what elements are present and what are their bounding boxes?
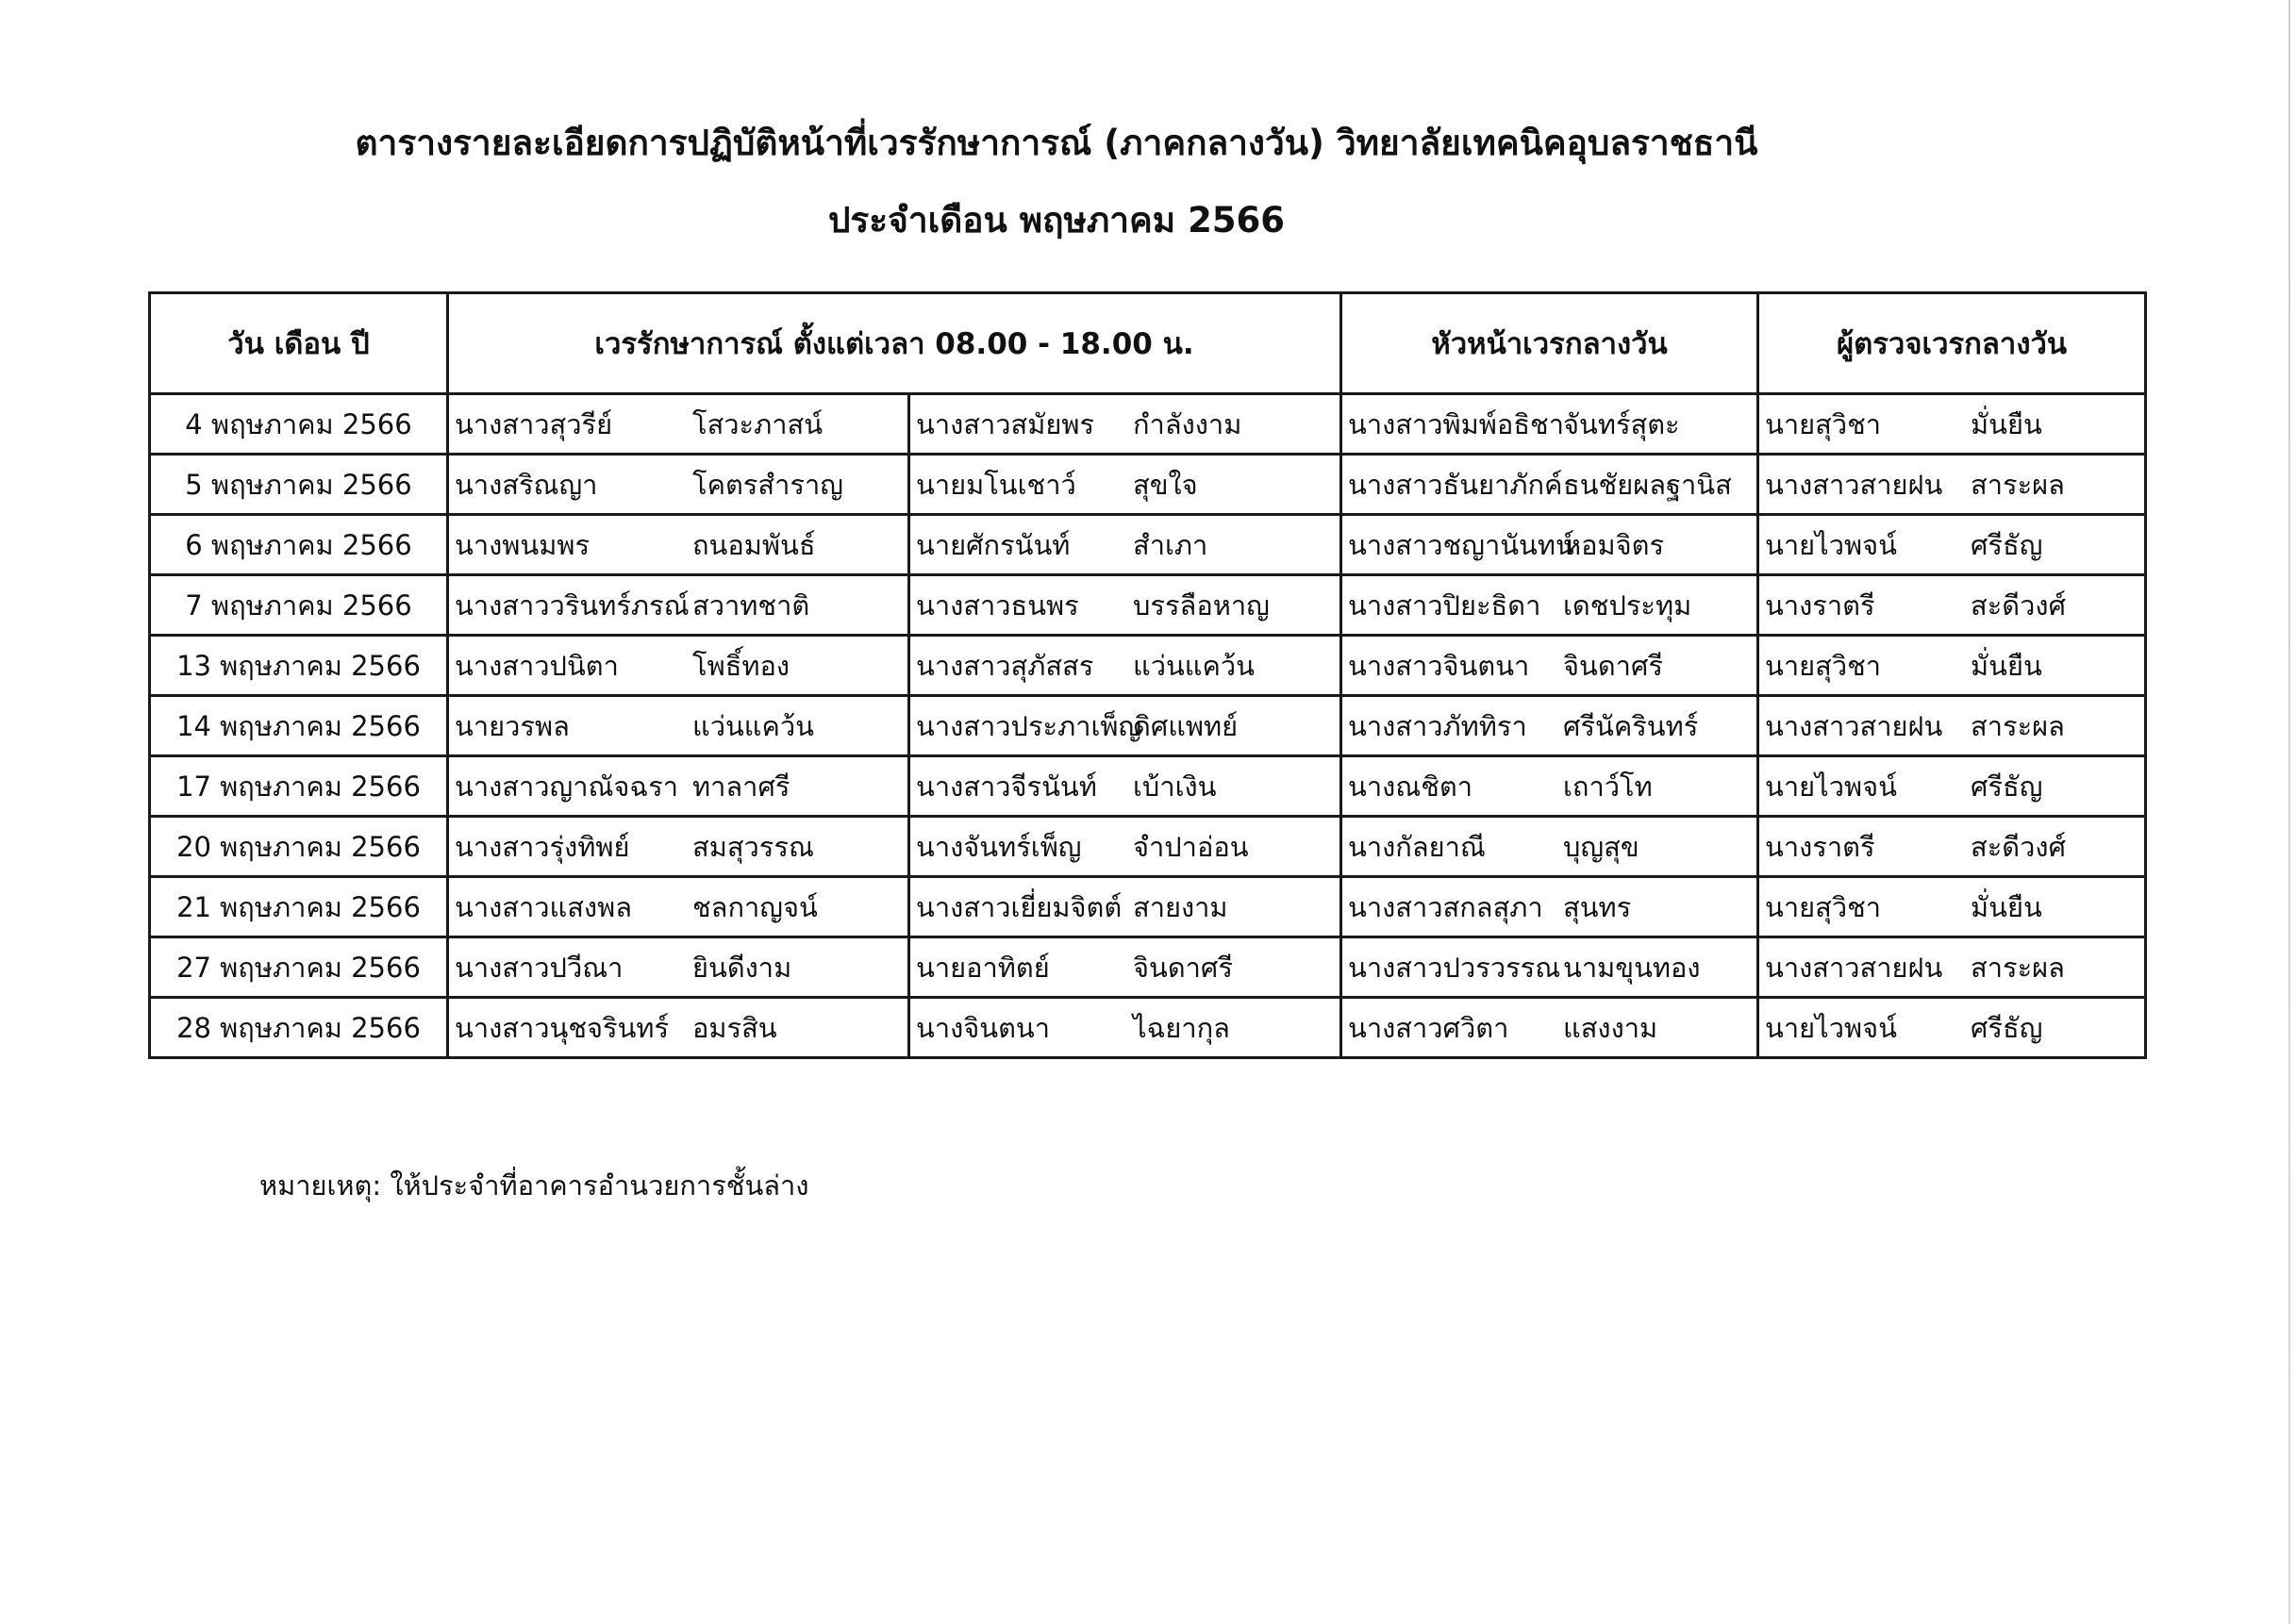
date-cell <box>150 877 448 937</box>
shift-head-cell <box>1341 817 1758 877</box>
person-last-name: ดิศแพทย์ <box>1133 709 1239 742</box>
person-first-name: นายไวพจน์ <box>1765 1011 1897 1044</box>
table-row <box>150 937 2146 998</box>
inspector-cell <box>1758 455 2146 515</box>
guard-2-cell <box>909 998 1341 1058</box>
inspector-cell <box>1758 998 2146 1058</box>
table-row <box>150 998 2146 1058</box>
person-first-name: นางสาวพิมพ์อธิชา <box>1348 407 1564 440</box>
person-first-name: นางสาวสุภัสสร <box>916 649 1094 682</box>
person-last-name: โสวะภาสน์ <box>692 407 824 440</box>
person-last-name: สำเภา <box>1133 528 1208 561</box>
guard-1-cell <box>448 696 909 756</box>
guard-2-cell <box>909 696 1341 756</box>
shift-head-cell <box>1341 756 1758 817</box>
inspector-cell <box>1758 877 2146 937</box>
person-first-name: นายวรพล <box>455 709 570 742</box>
person-first-name: นายศักรนันท์ <box>916 528 1071 561</box>
shift-head-cell <box>1341 455 1758 515</box>
guard-2-cell <box>909 394 1341 455</box>
date-cell <box>150 394 448 455</box>
duty-date: 21 พฤษภาคม 2566 <box>176 890 421 923</box>
person-last-name: สะดีวงศ์ <box>1971 588 2066 621</box>
person-first-name: นางพนมพร <box>455 528 591 561</box>
shift-head-cell <box>1341 636 1758 696</box>
person-first-name: นางสาวญาณัจฉรา <box>455 770 679 803</box>
person-last-name: บุญสุข <box>1563 830 1639 863</box>
inspector-cell <box>1758 937 2146 998</box>
inspector-cell <box>1758 817 2146 877</box>
table-row <box>150 455 2146 515</box>
duty-date: 5 พฤษภาคม 2566 <box>185 468 412 501</box>
person-first-name: นางสาวสายฝน <box>1765 468 1943 501</box>
person-last-name: สะดีวงศ์ <box>1971 830 2066 863</box>
person-first-name: นางสาวสายฝน <box>1765 709 1943 742</box>
shift-head-cell <box>1341 937 1758 998</box>
person-last-name: มั่นยืน <box>1971 407 2042 440</box>
duty-date: 6 พฤษภาคม 2566 <box>185 528 412 561</box>
guard-2-cell <box>909 515 1341 575</box>
shift-head-cell <box>1341 575 1758 636</box>
guard-2-cell <box>909 817 1341 877</box>
person-last-name: สาระผล <box>1971 468 2065 501</box>
person-last-name: เถาว์โท <box>1563 770 1653 803</box>
person-first-name: นางสาววรินทร์ภรณ์ <box>455 588 690 621</box>
person-last-name: ถนอมพันธ์ <box>692 528 816 561</box>
person-first-name: นางสาวแสงพล <box>455 890 632 923</box>
person-first-name: นางสาวภัททิรา <box>1348 709 1527 742</box>
guard-2-cell <box>909 937 1341 998</box>
duty-date: 28 พฤษภาคม 2566 <box>176 1011 421 1044</box>
person-first-name: นางสาวสกลสุภา <box>1348 890 1543 923</box>
person-first-name: นางสาวชญานันทน์ <box>1348 528 1574 561</box>
duty-date: 14 พฤษภาคม 2566 <box>176 709 421 742</box>
inspector-cell <box>1758 575 2146 636</box>
person-first-name: นายอาทิตย์ <box>916 951 1050 984</box>
person-first-name: นางสริณญา <box>455 468 598 501</box>
duty-date: 4 พฤษภาคม 2566 <box>185 407 412 440</box>
person-first-name: นายมโนเชาว์ <box>916 468 1076 501</box>
person-first-name: นายสุวิชา <box>1765 649 1882 682</box>
shift-head-cell <box>1341 515 1758 575</box>
duty-date: 27 พฤษภาคม 2566 <box>176 951 421 984</box>
person-last-name: แสงงาม <box>1563 1011 1658 1044</box>
date-cell <box>150 937 448 998</box>
person-first-name: นางสาวประภาเพ็ญ <box>916 709 1142 742</box>
guard-2-cell <box>909 877 1341 937</box>
guard-2-cell <box>909 756 1341 817</box>
date-cell <box>150 756 448 817</box>
person-last-name: มั่นยืน <box>1971 649 2042 682</box>
date-cell <box>150 455 448 515</box>
person-last-name: อมรสิน <box>692 1011 777 1044</box>
person-last-name: เบ้าเงิน <box>1133 770 1217 803</box>
person-first-name: นางสาวสุวรีย์ <box>455 407 613 440</box>
person-last-name: สายงาม <box>1133 890 1228 923</box>
person-first-name: นางสาวปวรวรรณ <box>1348 951 1561 984</box>
date-cell <box>150 636 448 696</box>
person-first-name: นางสาวรุ่งทิพย์ <box>455 830 630 863</box>
table-row <box>150 817 2146 877</box>
person-last-name: ไฉยากุล <box>1133 1011 1230 1044</box>
guard-1-cell <box>448 636 909 696</box>
person-last-name: สวาทชาติ <box>692 588 810 621</box>
person-last-name: สุขใจ <box>1133 468 1198 501</box>
person-last-name: สาระผล <box>1971 709 2065 742</box>
person-last-name: ศรีธัญ <box>1971 1011 2043 1044</box>
date-cell <box>150 817 448 877</box>
shift-head-cell <box>1341 696 1758 756</box>
duty-date: 20 พฤษภาคม 2566 <box>176 830 421 863</box>
person-last-name: โพธิ์ทอง <box>692 649 790 682</box>
guard-1-cell <box>448 998 909 1058</box>
guard-1-cell <box>448 877 909 937</box>
person-first-name: นายสุวิชา <box>1765 407 1882 440</box>
person-first-name: นางสาวปวีณา <box>455 951 624 984</box>
person-last-name: ศรีธัญ <box>1971 528 2043 561</box>
person-first-name: นางสาวสายฝน <box>1765 951 1943 984</box>
person-last-name: สุนทร <box>1563 890 1632 923</box>
table-row <box>150 636 2146 696</box>
person-last-name: สาระผล <box>1971 951 2065 984</box>
person-first-name: นางสาวจินตนา <box>1348 649 1530 682</box>
header-shift-inspector: ผู้ตรวจเวรกลางวัน <box>1758 293 2146 394</box>
guard-1-cell <box>448 575 909 636</box>
person-first-name: นางณชิตา <box>1348 770 1472 803</box>
shift-head-cell <box>1341 877 1758 937</box>
shift-head-cell <box>1341 998 1758 1058</box>
duty-schedule-table <box>148 291 2147 1059</box>
inspector-cell <box>1758 756 2146 817</box>
person-last-name: หอมจิตร <box>1563 528 1665 561</box>
person-first-name: นางสาวปนิตา <box>455 649 619 682</box>
person-last-name: จำปาอ่อน <box>1133 830 1249 863</box>
guard-1-cell <box>448 756 909 817</box>
person-first-name: นางจินตนา <box>916 1011 1051 1044</box>
table-row <box>150 696 2146 756</box>
date-cell <box>150 575 448 636</box>
person-last-name: แว่นแคว้น <box>692 709 814 742</box>
person-last-name: ศรีนัครินทร์ <box>1563 709 1699 742</box>
person-last-name: จินดาศรี <box>1563 649 1663 682</box>
person-first-name: นายไวพจน์ <box>1765 770 1897 803</box>
person-first-name: นางสาวธันยาภักค์ <box>1348 468 1563 501</box>
duty-date: 7 พฤษภาคม 2566 <box>185 588 412 621</box>
guard-2-cell <box>909 575 1341 636</box>
inspector-cell <box>1758 636 2146 696</box>
table-header-row <box>150 293 2146 394</box>
person-first-name: นางสาวธนพร <box>916 588 1079 621</box>
person-first-name: นายสุวิชา <box>1765 890 1882 923</box>
person-first-name: นางราตรี <box>1765 830 1875 863</box>
table-row <box>150 394 2146 455</box>
duty-date: 17 พฤษภาคม 2566 <box>176 770 421 803</box>
header-shift-head: หัวหน้าเวรกลางวัน <box>1341 293 1758 394</box>
scan-edge-line <box>2288 0 2290 1624</box>
person-first-name: นางจันทร์เพ็ญ <box>916 830 1082 863</box>
person-first-name: นางสาวสมัยพร <box>916 407 1095 440</box>
person-first-name: นางสาวเยี่ยมจิตต์ <box>916 890 1123 923</box>
person-first-name: นางสาวนุชจรินทร์ <box>455 1011 670 1044</box>
person-first-name: นางสาวศวิตา <box>1348 1011 1509 1044</box>
guard-1-cell <box>448 455 909 515</box>
person-last-name: โคตรสำราญ <box>692 468 843 501</box>
person-last-name: นามขุนทอง <box>1563 951 1701 984</box>
table-row <box>150 877 2146 937</box>
header-guard-duty: เวรรักษาการณ์ ตั้งแต่เวลา 08.00 - 18.00 น. <box>448 293 1341 394</box>
guard-1-cell <box>448 515 909 575</box>
guard-1-cell <box>448 937 909 998</box>
date-cell <box>150 696 448 756</box>
person-first-name: นางสาวปิยะธิดา <box>1348 588 1541 621</box>
footnote-remark: หมายเหตุ: ให้ประจำที่อาคารอำนวยการชั้นล่าง <box>259 1169 809 1201</box>
document-subtitle-month: ประจำเดือน พฤษภาคม 2566 <box>827 200 1286 240</box>
person-last-name: ทาลาศรี <box>692 770 790 803</box>
document-title: ตารางรายละเอียดการปฏิบัติหน้าที่เวรรักษาการณ์ (ภาคกลางวัน) วิทยาลัยเทคนิคอุบลราชธานี <box>355 123 1758 163</box>
guard-2-cell <box>909 636 1341 696</box>
date-cell <box>150 515 448 575</box>
inspector-cell <box>1758 696 2146 756</box>
person-last-name: ชลกาญจน์ <box>692 890 818 923</box>
person-first-name: นางสาวจีรนันท์ <box>916 770 1097 803</box>
inspector-cell <box>1758 515 2146 575</box>
person-last-name: บรรลือหาญ <box>1133 588 1270 621</box>
person-last-name: เดชประทุม <box>1563 588 1692 621</box>
person-last-name: แว่นแคว้น <box>1133 649 1255 682</box>
table-body <box>150 394 2146 1058</box>
person-last-name: จันทร์สุตะ <box>1563 407 1680 440</box>
header-date: วัน เดือน ปี <box>150 293 448 394</box>
guard-1-cell <box>448 817 909 877</box>
person-last-name: มั่นยืน <box>1971 890 2042 923</box>
person-last-name: จินดาศรี <box>1133 951 1233 984</box>
person-last-name: สมสุวรรณ <box>692 830 814 863</box>
shift-head-cell <box>1341 394 1758 455</box>
guard-2-cell <box>909 455 1341 515</box>
person-first-name: นางกัลยาณี <box>1348 830 1486 863</box>
table-row <box>150 575 2146 636</box>
person-last-name: กำลังงาม <box>1133 407 1242 440</box>
table-row <box>150 756 2146 817</box>
person-last-name: ยินดีงาม <box>692 951 792 984</box>
inspector-cell <box>1758 394 2146 455</box>
person-first-name: นางราตรี <box>1765 588 1875 621</box>
duty-date: 13 พฤษภาคม 2566 <box>176 649 421 682</box>
person-first-name: นายไวพจน์ <box>1765 528 1897 561</box>
table-row <box>150 515 2146 575</box>
person-last-name: ธนชัยผลฐานิส <box>1563 468 1732 501</box>
date-cell <box>150 998 448 1058</box>
person-last-name: ศรีธัญ <box>1971 770 2043 803</box>
guard-1-cell <box>448 394 909 455</box>
